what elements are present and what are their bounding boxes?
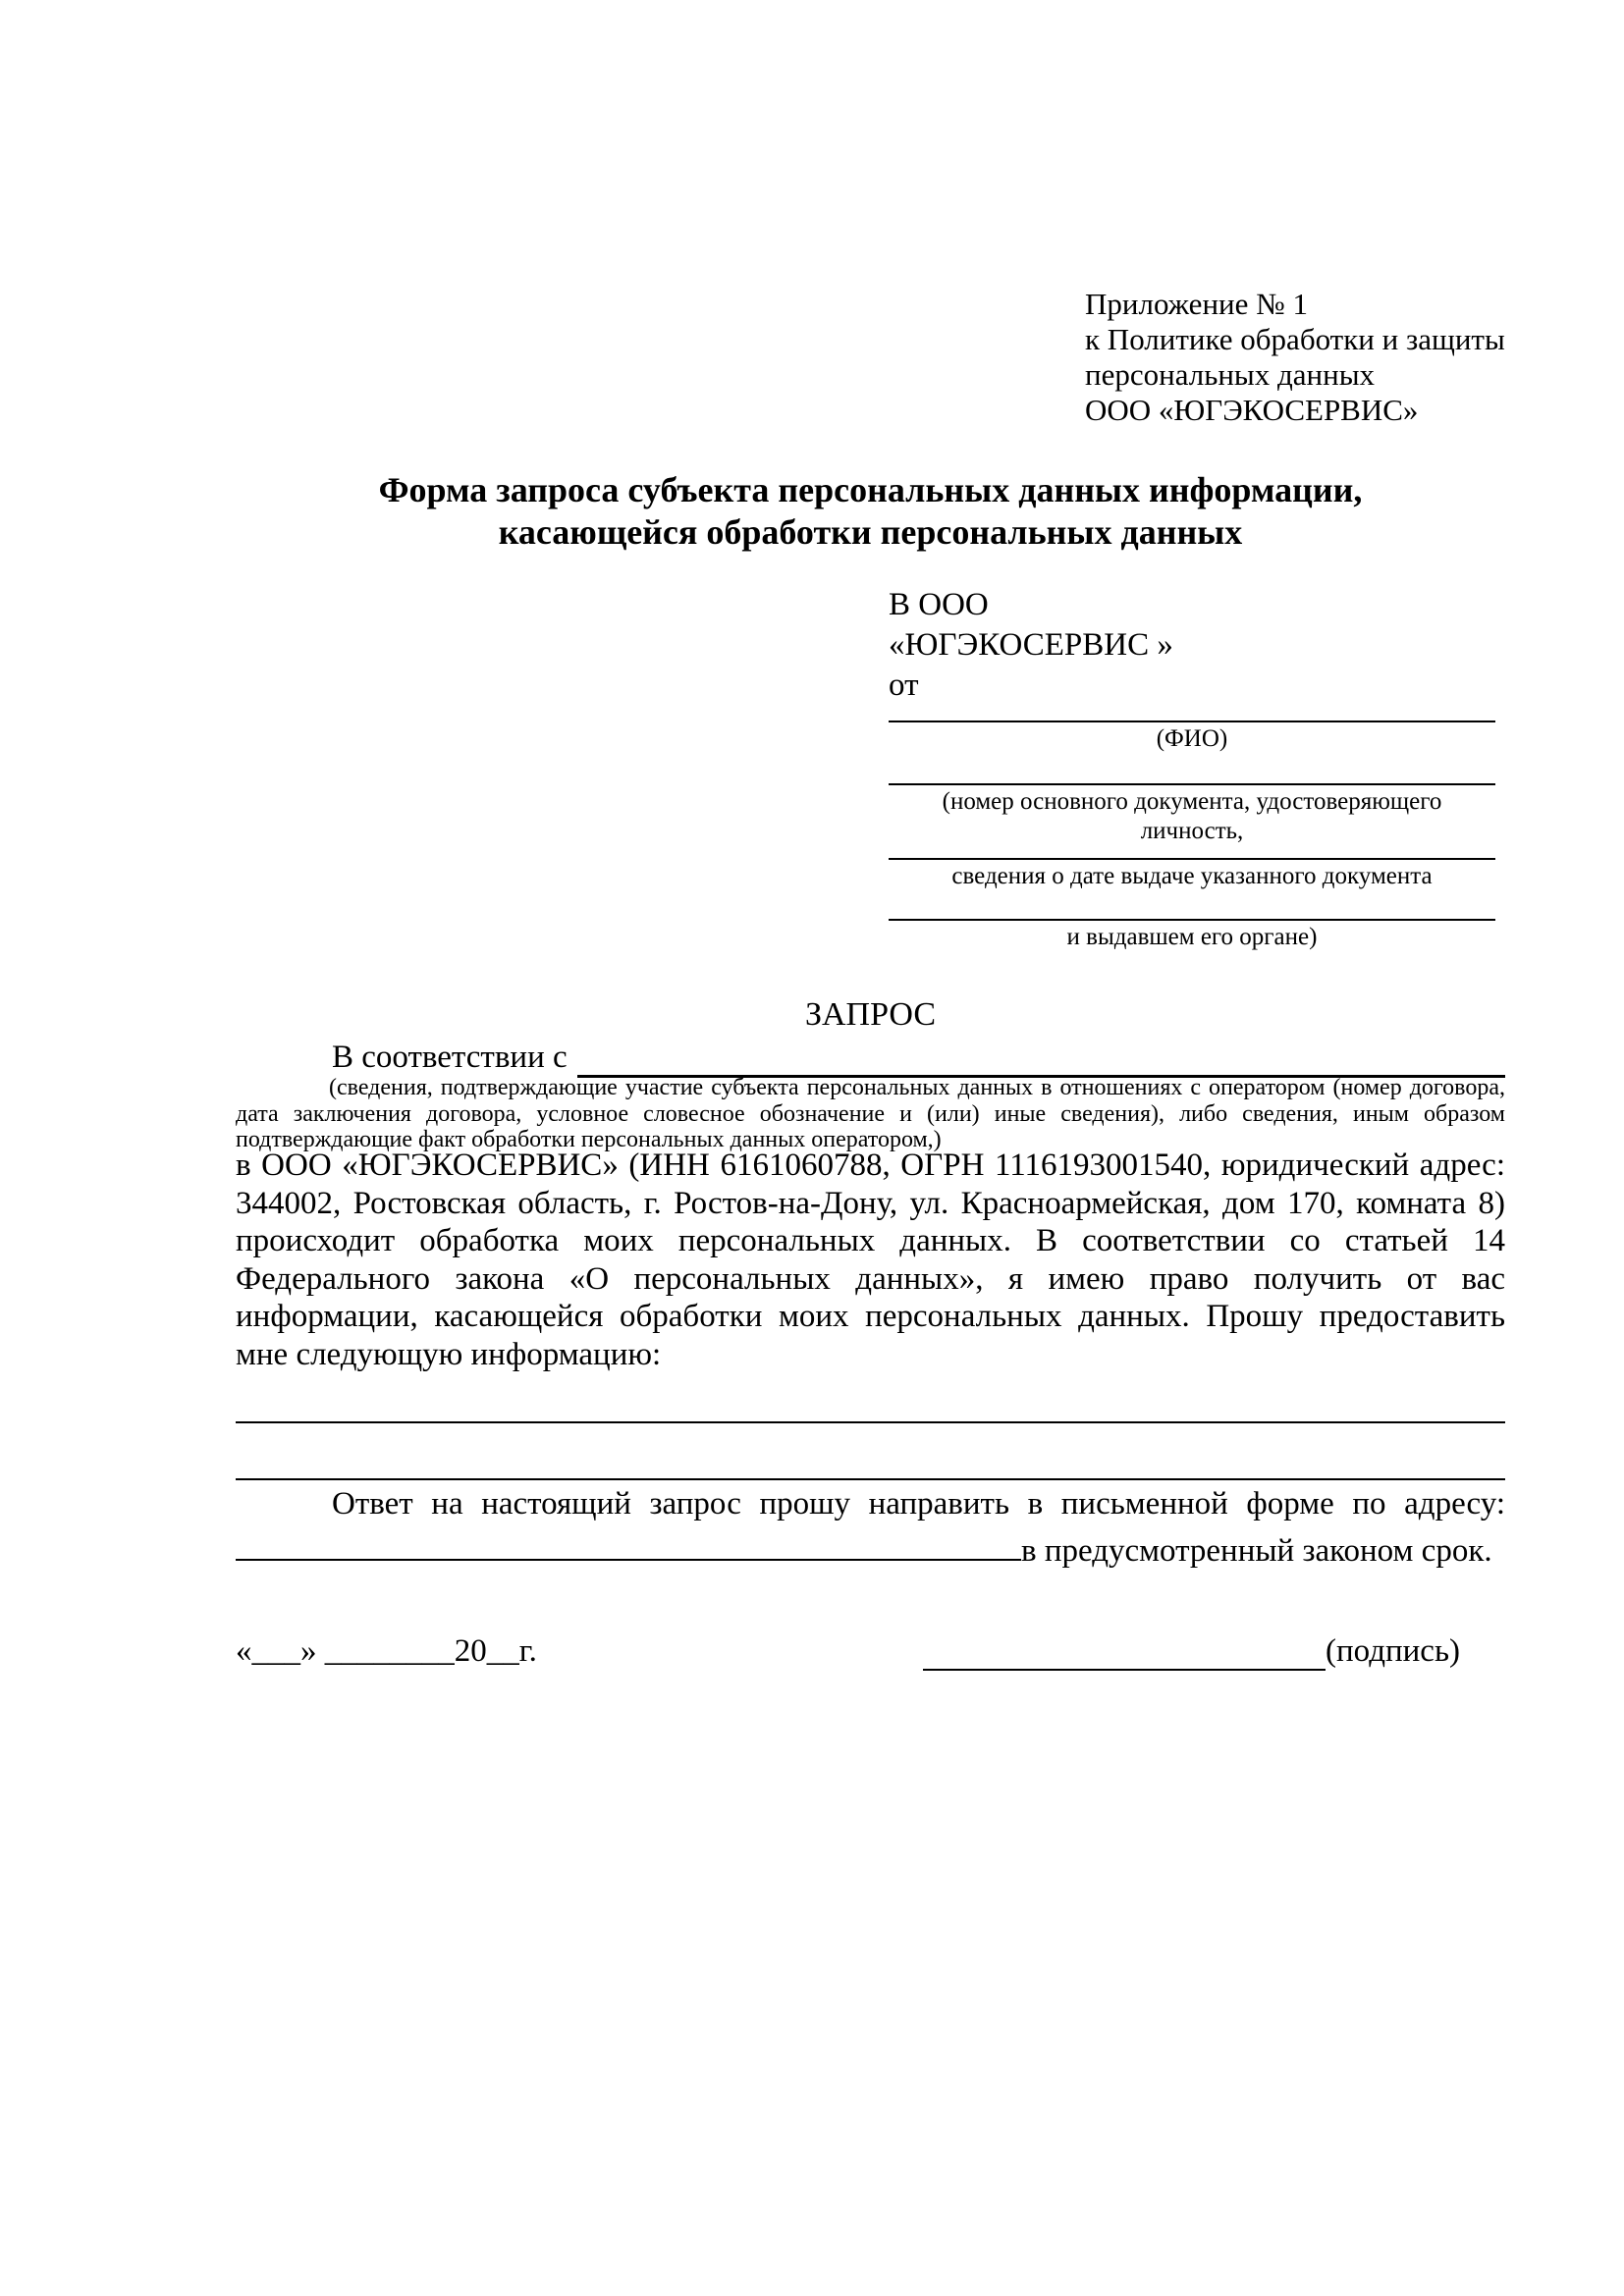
intro-row <box>236 1037 1505 1078</box>
appendix-line-2: к Политике обработки и защиты <box>1085 322 1505 356</box>
info-blank-line-2 <box>236 1478 1505 1480</box>
addressee-from-label: от <box>889 667 919 703</box>
addressee-org-line-2: «ЮГЭКОСЕРВИС » <box>889 627 1173 663</box>
note-paragraph: (сведения, подтверждающие участие субъекта персональных данных в отношениях с оператором (номер договора, дата заключения договора, условное словесное обозначение и (или) иные сведения), либо сведения, иным образом подтверждающие факт обработки персональных данных оператором,) <box>236 1075 1505 1152</box>
appendix-line-3: персональных данных <box>1085 357 1376 392</box>
signature-caption: (подпись) <box>1326 1633 1460 1669</box>
reply-paragraph <box>236 1482 1505 1574</box>
appendix-header <box>1085 287 1596 428</box>
signature-blank-line <box>923 1631 1326 1671</box>
intro-prefix: В соответствии с <box>332 1040 568 1075</box>
issue-date-blank-line <box>889 858 1495 860</box>
info-blank-line-1 <box>236 1421 1505 1423</box>
intro-blank-line <box>577 1037 1505 1078</box>
document-title-line-2: касающейся обработки персональных данных <box>498 512 1243 552</box>
reply-text-after: в предусмотренный законом срок. <box>1021 1533 1492 1569</box>
issuing-authority-blank-line <box>889 919 1495 921</box>
addressee-block <box>889 585 1497 706</box>
signature-row <box>923 1631 1483 1671</box>
body-paragraph: в ООО «ЮГЭКОСЕРВИС» (ИНН 6161060788, ОГРН 1116193001540, юридический адрес: 344002, Ростовская область, г. Ростов-на-Дону, ул. Красноармейская, дом 170, комната 8) происходит обработка моих персональных данных. В соответствии со статьей 14 Федерального закона «О персональных данных», я имею право получить от вас информации, касающейся обработки моих персональных данных. Прошу предоставить мне следующую информацию: <box>236 1148 1505 1372</box>
request-heading: ЗАПРОС <box>804 996 937 1033</box>
appendix-line-4: ООО «ЮГЭКОСЕРВИС» <box>1085 393 1419 427</box>
addressee-org-line-1: В ООО <box>889 587 989 622</box>
date-line: «___» ________20__г. <box>236 1633 537 1669</box>
reply-text-before: Ответ на настоящий запрос прошу направить в письменной форме по адресу: <box>332 1486 1505 1522</box>
document-title <box>236 469 1505 554</box>
document-number-blank-line <box>889 783 1495 785</box>
issue-date-caption: сведения о дате выдаче указанного документа <box>951 863 1433 889</box>
document-title-line-1: Форма запроса субъекта персональных данных информации, <box>378 470 1363 509</box>
fio-caption: (ФИО) <box>1156 725 1228 752</box>
document-number-caption: (номер основного документа, удостоверяющего личность, <box>942 788 1442 844</box>
appendix-line-1: Приложение № 1 <box>1085 287 1308 321</box>
issuing-authority-caption: и выдавшем его органе) <box>1066 924 1318 950</box>
fio-blank-line <box>889 721 1495 722</box>
address-blank-line <box>236 1526 1021 1561</box>
